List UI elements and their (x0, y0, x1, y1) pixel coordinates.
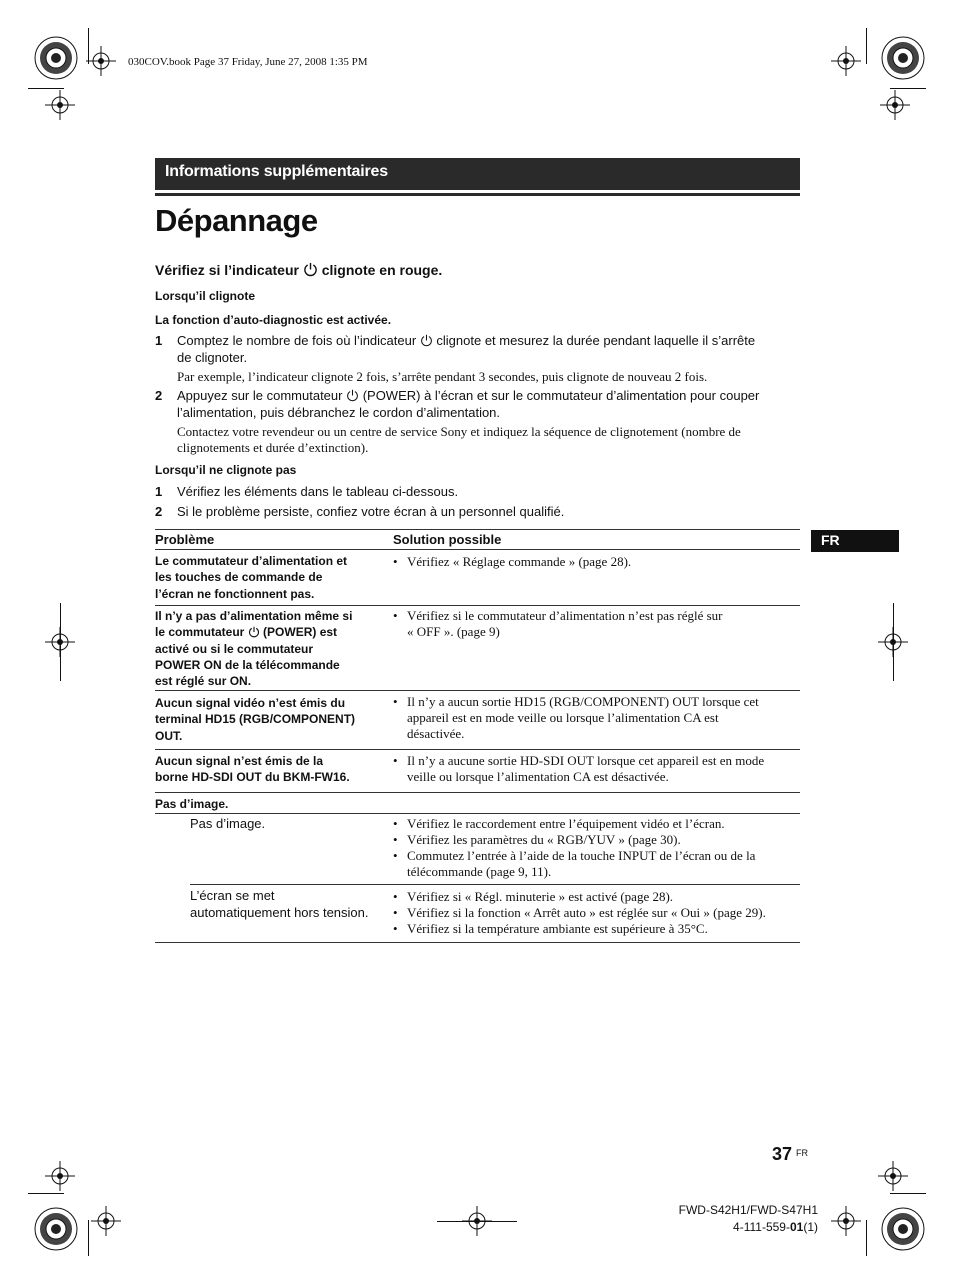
table-rule (155, 942, 800, 943)
problem-line-part: (POWER) est (259, 625, 338, 640)
solution-line: veille ou lorsque l’alimentation CA est désactivée. (407, 769, 669, 784)
step-note-part: Contactez votre revendeur ou un centre de service Sony et indiquez la séquence de clignotement (nombre de (177, 424, 741, 439)
problem-line: l’écran ne fonctionnent pas. (155, 586, 315, 601)
table-row-problem (155, 753, 380, 786)
solution-line: Il n’y a aucun sortie HD15 (RGB/COMPONENT) OUT lorsque cet (407, 694, 759, 709)
table-rule (155, 605, 800, 606)
subrow-problem (190, 888, 390, 921)
problem-line: L’écran se met (190, 888, 275, 903)
crosshair-icon (831, 1206, 861, 1236)
self-diagnosis-heading: La fonction d’auto-diagnostic est activée. (155, 313, 392, 327)
step-note: Par exemple, l’indicateur clignote 2 fois, s’arrête pendant 3 secondes, puis clignote de nouveau 2 fois. (177, 369, 708, 384)
power-icon (303, 262, 318, 277)
step-text-part: Appuyez sur le commutateur (177, 388, 347, 403)
table-rule (155, 690, 800, 691)
crosshair-icon (91, 1206, 121, 1236)
language-tab-label: FR (821, 532, 840, 548)
step-text-part: l’alimentation, puis débranchez le cordon d’alimentation. (177, 405, 501, 420)
solution-item (393, 905, 798, 921)
step-note (177, 424, 741, 456)
problem-line: Pas d’image. (190, 816, 266, 831)
step-text-part: clignote et mesurez la durée pendant laquelle il s’arrête (432, 333, 756, 348)
solution-line: Vérifiez si « Régl. minuterie » est activé (page 28). (407, 889, 674, 904)
power-icon (420, 334, 433, 347)
table-rule (155, 792, 800, 793)
crosshair-icon (880, 90, 910, 120)
step-text: Vérifiez les éléments dans le tableau ci-dessous. (177, 484, 459, 499)
table-row-solution (393, 694, 798, 742)
indicator-subheading (155, 262, 442, 278)
blink-heading: Lorsqu’il clignote (155, 289, 256, 303)
solution-item (393, 848, 798, 880)
solution-line: Vérifiez les paramètres du « RGB/YUV » (page 30). (407, 832, 681, 847)
registration-target-icon (880, 1206, 926, 1252)
document-code (668, 1220, 818, 1234)
crosshair-icon (45, 90, 75, 120)
step-number: 2 (155, 504, 163, 519)
solution-line: Vérifiez le raccordement entre l’équipement vidéo et l’écran. (407, 816, 725, 831)
problem-line (155, 624, 380, 640)
step-text: Si le problème persiste, confiez votre écran à un personnel qualifié. (177, 504, 565, 519)
no-blink-heading: Lorsqu’il ne clignote pas (155, 463, 297, 477)
table-row-solution (393, 753, 798, 785)
solution-line: appareil est en mode veille ou lorsque l’alimentation CA est (407, 710, 719, 725)
step-text-part: de clignoter. (177, 350, 248, 365)
solution-line: Vérifiez si la fonction « Arrêt auto » est réglée sur « Oui » (page 29). (407, 905, 766, 920)
code-version: 01 (789, 1220, 804, 1234)
subrow-problem (190, 816, 390, 833)
solution-item (393, 694, 798, 742)
step-number: 2 (155, 388, 163, 403)
problem-line: les touches de commande de (155, 570, 323, 585)
solution-line: Commutez l’entrée à l’aide de la touche INPUT de l’écran ou de la (407, 848, 756, 863)
crosshair-icon (878, 1161, 908, 1191)
solution-item (393, 753, 798, 785)
section-rule (155, 193, 800, 196)
problem-line-part: le commutateur (155, 625, 245, 640)
registration-target-icon (33, 35, 79, 81)
subheading-text-end: clignote en rouge. (317, 262, 443, 278)
problem-line: POWER ON de la télécommande (155, 657, 340, 672)
code-suffix: (1) (803, 1220, 818, 1234)
page-title: Dépannage (155, 203, 318, 238)
table-rule (155, 813, 800, 814)
solution-line: Il n’y a aucune sortie HD-SDI OUT lorsque cet appareil est en mode (407, 753, 765, 768)
registration-target-icon (33, 1206, 79, 1252)
section-title: Informations supplémentaires (165, 163, 388, 180)
solution-item (393, 889, 798, 905)
registration-target-icon (880, 35, 926, 81)
solution-item (393, 832, 798, 848)
step-text-part: Comptez le nombre de fois où l’indicateur (177, 333, 420, 348)
page-number: 37 (772, 1144, 793, 1164)
model-number: FWD-S42H1/FWD-S47H1 (678, 1203, 818, 1217)
solution-line: désactivée. (407, 726, 465, 741)
print-info-line: 030COV.book Page 37 Friday, June 27, 2008 1:35 PM (128, 56, 368, 68)
crosshair-icon (45, 1161, 75, 1191)
column-header-solution: Solution possible (393, 532, 502, 547)
crosshair-icon (831, 46, 861, 76)
problem-line: Le commutateur d’alimentation et (155, 554, 348, 568)
step-number: 1 (155, 484, 163, 499)
column-header-problem: Problème (155, 532, 215, 547)
solution-line: télécommande (page 9, 11). (407, 864, 552, 879)
subheading-text-start: Vérifiez si l’indicateur (155, 262, 303, 278)
solution-line: « OFF ». (page 9) (407, 624, 500, 639)
table-rule (190, 884, 800, 885)
table-rule (155, 549, 800, 550)
problem-line: automatiquement hors tension. (190, 904, 369, 920)
solution-item (393, 921, 798, 937)
subrow-solution (393, 816, 798, 880)
step-text (177, 332, 807, 366)
crosshair-icon (86, 46, 116, 76)
problem-line: terminal HD15 (RGB/COMPONENT) (155, 712, 356, 727)
problem-line: est réglé sur ON. (155, 674, 252, 689)
problem-line: Aucun signal n’est émis de la (155, 754, 324, 768)
problem-line: OUT. (155, 728, 183, 743)
table-row-problem (155, 553, 380, 602)
power-icon (346, 389, 359, 402)
solution-item (393, 816, 798, 832)
table-rule (155, 749, 800, 750)
table-rule (155, 529, 800, 530)
solution-line: Vérifiez si la température ambiante est supérieure à 35°C. (407, 921, 708, 936)
problem-line: Aucun signal vidéo n’est émis du (155, 696, 346, 710)
solution-item: • Vérifiez « Réglage commande » (page 28). (393, 554, 798, 570)
group-title: Pas d’image. (155, 797, 229, 811)
power-icon (248, 626, 260, 638)
table-row-problem (155, 608, 380, 689)
step-text-part: (POWER) à l’écran et sur le commutateur d’alimentation pour couper (359, 388, 760, 403)
step-text (177, 387, 807, 421)
step-number: 1 (155, 333, 163, 348)
subrow-solution (393, 889, 798, 937)
solution-item (393, 608, 798, 640)
page-language-suffix: FR (796, 1148, 808, 1158)
table-row-problem (155, 695, 380, 744)
language-tab (811, 530, 899, 552)
table-row-solution (393, 608, 798, 640)
step-note-part: clignotements et durée d’extinction). (177, 440, 369, 455)
table-row-solution (393, 554, 798, 570)
code-prefix: 4-111-559- (733, 1220, 790, 1234)
problem-line: Il n’y a pas d’alimentation même si (155, 609, 353, 623)
problem-line: activé ou si le commutateur (155, 641, 314, 656)
solution-line: Vérifiez si le commutateur d’alimentation n’est pas réglé sur (407, 608, 723, 623)
problem-line: borne HD-SDI OUT du BKM-FW16. (155, 770, 350, 785)
